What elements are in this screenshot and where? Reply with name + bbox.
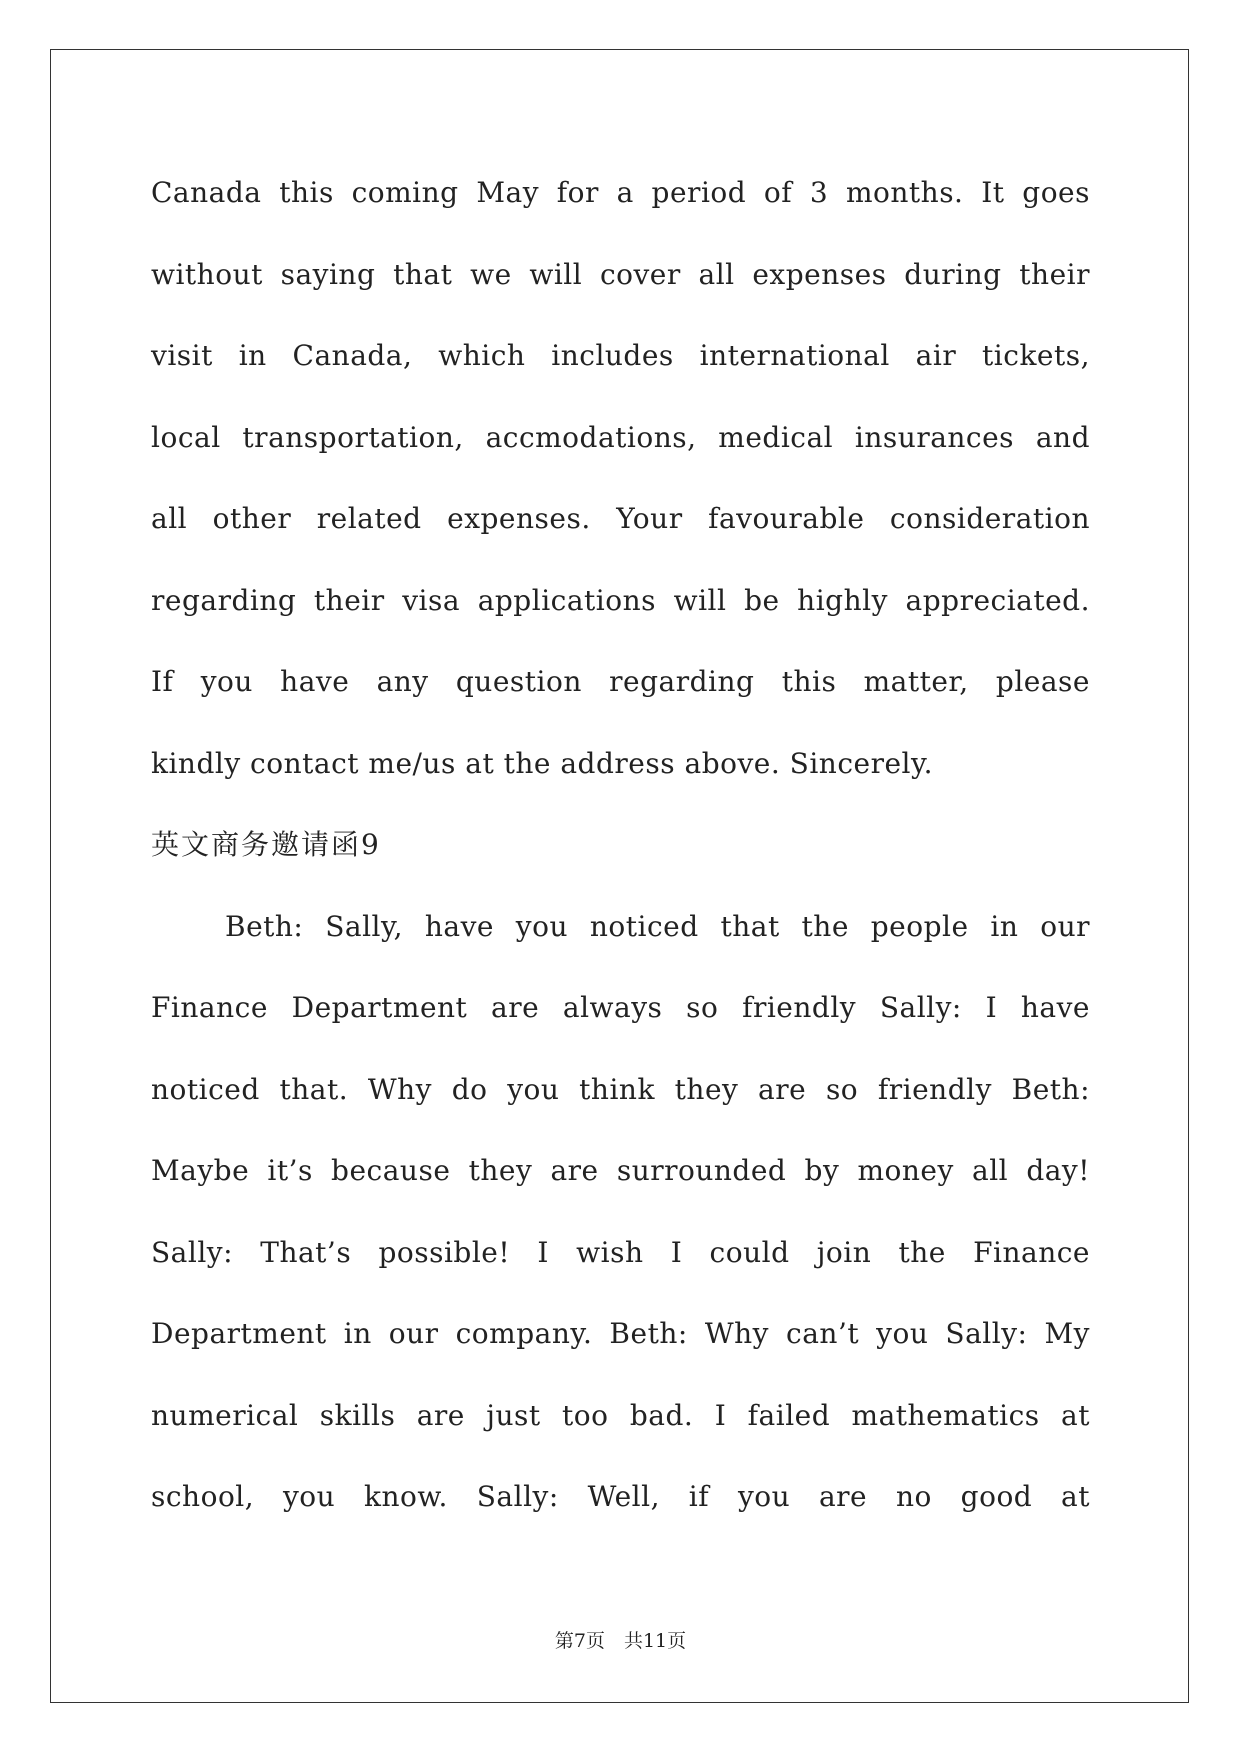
text-line: noticed that. Why do you think they are so friendly Beth: xyxy=(151,1072,1090,1106)
text-line: local transportation, accmodations, medical insurances and xyxy=(151,420,1090,454)
text-line: numerical skills are just too bad. I failed mathematics at xyxy=(151,1398,1090,1432)
text-line: without saying that we will cover all expenses during their xyxy=(151,257,1090,291)
page-number-footer: 第7页 共11页 xyxy=(554,1630,687,1652)
text-line: visit in Canada, which includes international air tickets, xyxy=(151,339,1090,372)
text-line: Department in our company. Beth: Why can’t you Sally: My xyxy=(151,1317,1090,1350)
text-line: school, you know. Sally: Well, if you are no good at xyxy=(151,1480,1090,1513)
text-line: Beth: Sally, have you noticed that the people in our xyxy=(225,909,1090,943)
section-heading: 英文商务邀请函9 xyxy=(151,828,381,861)
text-line: kindly contact me/us at the address above. Sincerely. xyxy=(151,746,933,780)
text-line: Finance Department are always so friendly Sally: I have xyxy=(151,991,1090,1024)
text-line: Maybe it’s because they are surrounded by money all day! xyxy=(151,1154,1090,1187)
document-body xyxy=(151,160,1090,1546)
text-line: regarding their visa applications will be highly appreciated. xyxy=(151,583,1090,617)
text-line: Canada this coming May for a period of 3 months. It goes xyxy=(151,176,1090,209)
text-line: all other related expenses. Your favourable consideration xyxy=(151,502,1090,535)
text-line: Sally: That’s possible! I wish I could join the Finance xyxy=(151,1235,1090,1269)
text-line: If you have any question regarding this matter, please xyxy=(151,665,1090,698)
